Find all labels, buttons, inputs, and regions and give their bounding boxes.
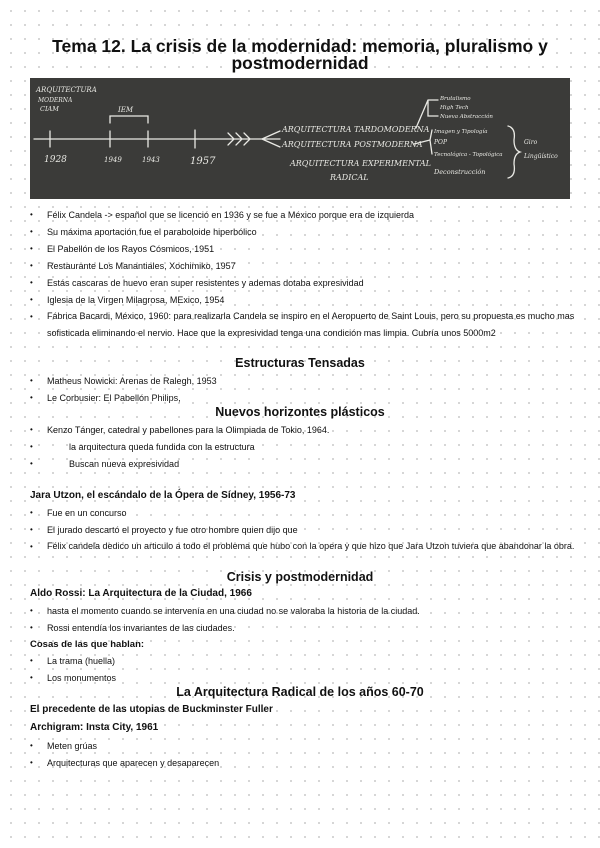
heading-nuevos-horizontes: Nuevos horizontes plásticos bbox=[215, 405, 385, 419]
bullet: • bbox=[30, 623, 33, 632]
subheading-fuller: El precedente de las utopias de Buckminster Fuller bbox=[30, 704, 273, 715]
item-text: la arquitectura queda fundida con la estructura bbox=[69, 442, 255, 452]
subheading-archigram: Archigram: Insta City, 1961 bbox=[30, 722, 159, 733]
iem-bracket bbox=[110, 116, 148, 123]
bullet: • bbox=[30, 376, 33, 385]
item-text: Fue en un concurso bbox=[47, 508, 127, 518]
item-text: Fábrica Bacardi, México, 1960: para realizarla Candela se inspiro en el Aeropuerto de Saint Louis, pero su propuesta es mucho mas sofisticada eliminando el nervio. Hace que la expresividad tenga una condición mas limpia. Cubría unos 5000m2 bbox=[47, 311, 575, 338]
bullet: • bbox=[30, 393, 33, 402]
year-1957: 1957 bbox=[190, 156, 216, 167]
board-caption-top: ARQUITECTURA bbox=[36, 86, 97, 94]
bullet: • bbox=[30, 656, 33, 665]
bullet: • bbox=[30, 525, 33, 534]
item-text: Rossi entendía los invariantes de las ciudades. bbox=[47, 623, 235, 633]
bullet: • bbox=[30, 673, 33, 682]
bullet: • bbox=[30, 758, 33, 767]
item-text: Restaurante Los Manantiales, Xochimiko, 1957 bbox=[47, 261, 236, 271]
item-text: Su máxima aportación fue el paraboloide hiperbólico bbox=[47, 227, 257, 237]
sub-post-1: Imagen y Tipología bbox=[434, 129, 488, 135]
right-brace bbox=[508, 126, 520, 178]
bullet: • bbox=[30, 425, 33, 434]
heading-utzon: Jara Utzon, el escándalo de la Ópera de Sídney, 1956-73 bbox=[30, 490, 296, 501]
chalkboard-photo bbox=[30, 78, 570, 199]
timeline-fork bbox=[262, 131, 280, 147]
item-text: La trama (huella) bbox=[47, 656, 116, 666]
chalkboard-diagram bbox=[30, 78, 570, 199]
year-1943: 1943 bbox=[142, 156, 160, 164]
year-1928: 1928 bbox=[44, 155, 67, 165]
sub-tardo-3: Nueva Abstracción bbox=[440, 114, 493, 120]
item-text: Matheus Nowicki: Arenas de Ralegh, 1953 bbox=[47, 376, 217, 386]
item-text: Félix Candela -> español que se licenció en 1936 y se fue a México porque era de izquierda bbox=[47, 210, 414, 220]
bullet: • bbox=[30, 606, 33, 615]
sub-post-4: Deconstrucción bbox=[434, 168, 486, 176]
page-title bbox=[20, 38, 580, 72]
bullet: • bbox=[30, 210, 33, 219]
bullet: • bbox=[30, 244, 33, 253]
bullet: • bbox=[30, 295, 33, 304]
sub-post-2: POP bbox=[434, 139, 447, 146]
year-1949: 1949 bbox=[104, 156, 122, 164]
item-text: Los monumentos bbox=[47, 673, 117, 683]
right-note-2: Lingüístico bbox=[524, 153, 558, 160]
subheading-rossi: Aldo Rossi: La Arquitectura de la Ciudad, 1966 bbox=[30, 588, 252, 599]
bullet: • bbox=[30, 227, 33, 236]
item-text: Meten grúas bbox=[47, 741, 98, 751]
board-caption-mid: MODERNA bbox=[38, 97, 73, 104]
title-line-2: postmodernidad bbox=[231, 53, 369, 73]
bullet: • bbox=[30, 442, 33, 451]
item-text: Arquitecturas que aparecen y desaparecen bbox=[47, 758, 220, 768]
item-text: Estás cascaras de huevo eran super resistentes y ademas dotaba expresividad bbox=[47, 278, 364, 288]
branch-experimental: ARQUITECTURA EXPERIMENTAL bbox=[290, 159, 431, 168]
item-text: Le Corbusier: El Pabellón Philips, bbox=[47, 393, 181, 403]
sub-tardo-1: Brutalismo bbox=[440, 96, 471, 102]
sub-tardo-2: High Tech bbox=[440, 105, 469, 111]
bullet: • bbox=[30, 542, 33, 551]
bullet: • bbox=[30, 278, 33, 287]
item-text: Iglesia de la Virgen Milagrosa, MExico, 1954 bbox=[47, 295, 225, 305]
branch-postmoderna: ARQUITECTURA POSTMODERNA bbox=[282, 140, 423, 149]
heading-estructuras-tensadas: Estructuras Tensadas bbox=[235, 356, 365, 370]
subheading-cosas: Cosas de las que hablan: bbox=[30, 639, 145, 650]
title-line-1: Tema 12. La crisis de la modernidad: memoria, pluralismo y bbox=[52, 36, 548, 56]
board-caption-bot: CIAM bbox=[40, 105, 59, 113]
bullet: • bbox=[30, 508, 33, 517]
branch-tardomoderna: ARQUITECTURA TARDOMODERNA bbox=[282, 125, 430, 134]
item-text: Buscan nueva expresividad bbox=[69, 459, 180, 469]
item-text: hasta el momento cuando se intervenía en una ciudad no se valoraba la historia de la ciudad. bbox=[47, 606, 420, 616]
heading-crisis: Crisis y postmodernidad bbox=[226, 570, 374, 584]
heading-radical: La Arquitectura Radical de los años 60-70 bbox=[176, 685, 424, 699]
branch-radical: RADICAL bbox=[330, 173, 369, 182]
bullet: • bbox=[30, 741, 33, 750]
right-note-1: Giro bbox=[524, 139, 538, 146]
tardo-connector bbox=[416, 100, 438, 128]
iem-label: IEM bbox=[118, 106, 134, 114]
item-text: Félix candela dedico un articulo a todo el problema que hubo con la opera y que hizo que Jara Utzon tuviera que abandonar la obra. bbox=[47, 541, 575, 551]
item-text: Kenzo Tánger, catedral y pabellones para la Olimpiada de Tokio, 1964. bbox=[47, 425, 330, 435]
bullet: • bbox=[30, 261, 33, 270]
bullet: • bbox=[30, 459, 33, 468]
item-text: El Pabellón de los Rayos Cósmicos, 1951 bbox=[47, 244, 215, 254]
bullet: • bbox=[30, 312, 33, 321]
item-text: El jurado descartó el proyecto y fue otro hombre quien dijo que bbox=[47, 525, 298, 535]
sub-post-3: Tecnológica - Topológica bbox=[434, 152, 503, 158]
